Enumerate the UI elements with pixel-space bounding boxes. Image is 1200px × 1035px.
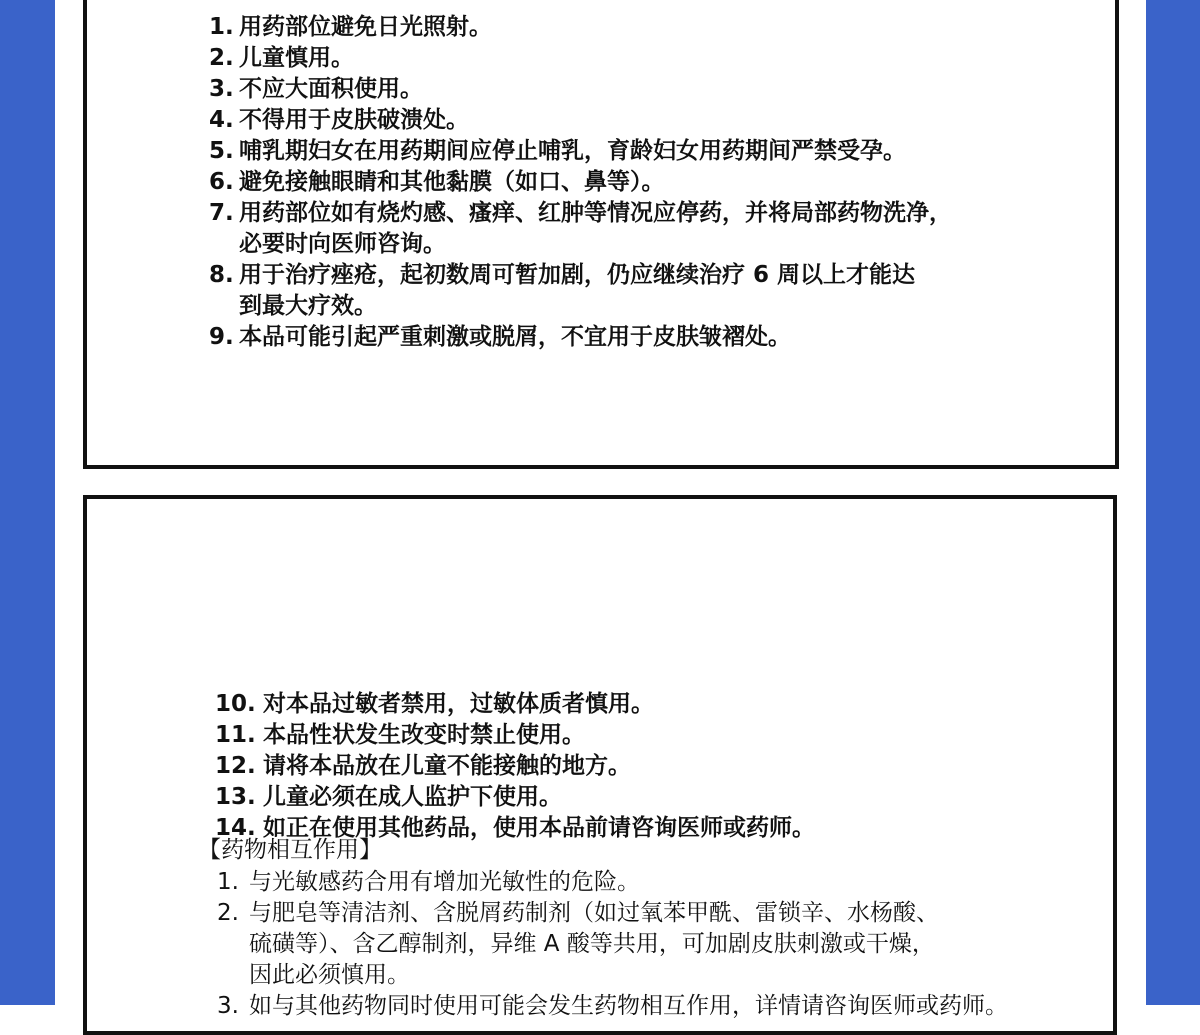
caution-item: 14. 如正在使用其他药品，使用本品前请咨询医师或药师。 (215, 815, 815, 841)
caution-list-part-1 (209, 12, 1109, 353)
caution-item: 1. 用药部位避免日光照射。 (209, 14, 492, 40)
caution-item: 4. 不得用于皮肤破溃处。 (209, 107, 469, 133)
caution-list-part-2 (215, 689, 1075, 844)
caution-item: 7. 用药部位如有烧灼感、瘙痒、红肿等情况应停药，并将局部药物洗净， 必要时向医师咨询。 (209, 200, 952, 257)
caution-item: 2. 儿童慎用。 (209, 45, 354, 71)
caution-item: 9. 本品可能引起严重刺激或脱屑，不宜用于皮肤皱褶处。 (209, 324, 791, 350)
caution-item: 11. 本品性状发生改变时禁止使用。 (215, 722, 585, 748)
caution-item: 3. 不应大面积使用。 (209, 76, 423, 102)
left-blue-bar (0, 0, 55, 1005)
right-blue-bar (1146, 0, 1200, 1005)
interaction-item: 1. 与光敏感药合用有增加光敏性的危险。 (217, 869, 640, 895)
instructions-panel-top (83, 0, 1119, 469)
caution-item: 5. 哺乳期妇女在用药期间应停止哺乳，育龄妇女用药期间严禁受孕。 (209, 138, 906, 164)
caution-item: 6. 避免接触眼睛和其他黏膜（如口、鼻等）。 (209, 169, 665, 195)
caution-item: 10. 对本品过敏者禁用，过敏体质者慎用。 (215, 691, 654, 717)
interaction-item: 2. 与肥皂等清洁剂、含脱屑药制剂（如过氧苯甲酰、雷锁辛、水杨酸、 硫磺等）、含乙醇制剂，异维 A 酸等共用，可加剧皮肤刺激或干燥， 因此必须慎用。 (217, 900, 939, 988)
caution-item: 8. 用于治疗痤疮，起初数周可暂加剧，仍应继续治疗 6 周以上才能达 到最大疗效。 (209, 262, 916, 319)
interaction-list (217, 867, 1117, 1022)
instructions-panel-bottom (83, 495, 1117, 1035)
caution-item: 13. 儿童必须在成人监护下使用。 (215, 784, 562, 810)
interactions-heading: 【药物相互作用】 (198, 837, 382, 863)
caution-item: 12. 请将本品放在儿童不能接触的地方。 (215, 753, 631, 779)
interaction-item: 3. 如与其他药物同时使用可能会发生药物相互作用，详情请咨询医师或药师。 (217, 993, 1008, 1019)
